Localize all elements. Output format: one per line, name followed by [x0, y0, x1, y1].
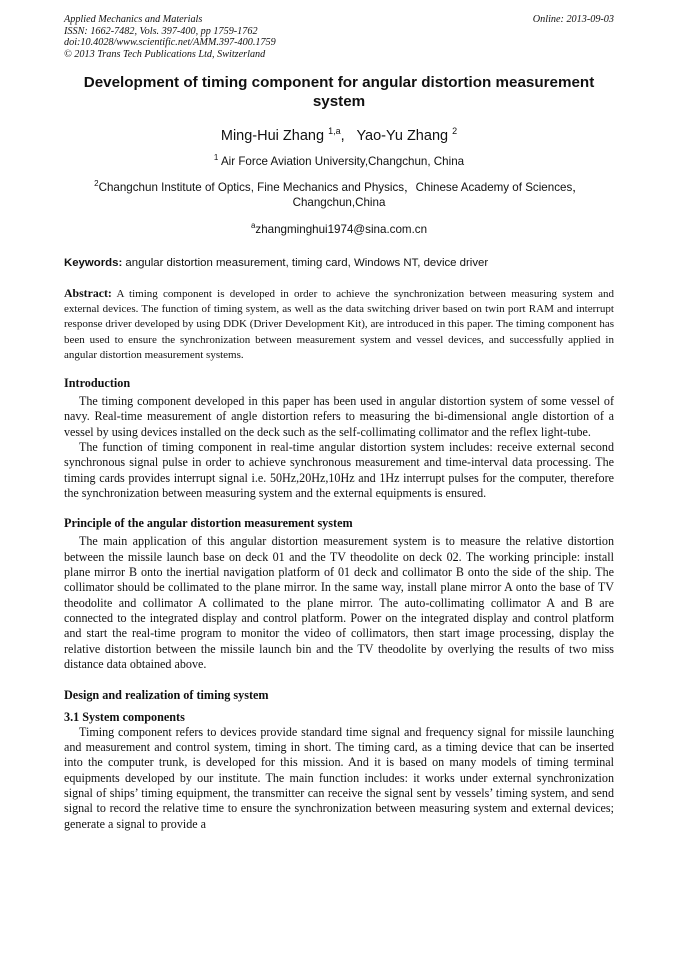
introduction-heading: Introduction: [64, 376, 131, 391]
journal-doi: doi:10.4028/www.scientific.net/AMM.397-400.1759: [64, 37, 276, 48]
introduction-paragraph-1: The timing component developed in this paper has been used in angular distortion system of some vessel of navy. Real-time measurement of angle distortion refers to measuring the bi-dimensional angle distortion of a vessel by using devices installed on the deck such as the self-collimating collimator and the reflex light-tube.: [64, 394, 614, 439]
paper-title: Development of timing component for angular distortion measurement system: [83, 74, 595, 110]
journal-copyright: © 2013 Trans Tech Publications Ltd, Switzerland: [64, 48, 266, 60]
keywords-label: Keywords:: [64, 257, 123, 269]
author-2-affiliation-mark: 2: [452, 126, 458, 136]
abstract: [64, 286, 614, 363]
affiliation-1-mark: 1: [213, 153, 219, 162]
journal-header: [64, 14, 614, 60]
email-mark: a: [250, 221, 256, 230]
journal-issn: ISSN: 1662-7482, Vols. 397-400, pp 1759-1762: [64, 25, 258, 37]
keywords-text: angular distortion measurement, timing card, Windows NT, device driver: [122, 257, 489, 269]
author-line: [64, 121, 614, 146]
introduction-paragraph-2: The function of timing component in real-time angular distortion system includes: receive external second synchronous signal pulse in order to achieve synchronous measurement and time-interval data processing. The timing cards provides interrupt signal i.e. 50Hz,20Hz,10Hz and 1Hz interrupt pulses for the computer, therefore the synchronization between measuring system and the external equipments is ensured.: [64, 440, 614, 501]
author-email: [64, 218, 614, 237]
affiliation-2-text: Changchun Institute of Optics, Fine Mechanics and Physics，Chinese Academy of Sciences，Changchun,China: [98, 181, 584, 209]
author-separator: ,: [340, 128, 357, 144]
journal-name: Applied Mechanics and Materials: [64, 14, 203, 25]
system-components-heading: 3.1 System components: [64, 709, 185, 724]
design-heading: Design and realization of timing system: [64, 687, 269, 702]
affiliation-2: [64, 176, 614, 210]
abstract-label: Abstract:: [64, 286, 112, 300]
online-date: Online: 2013-09-03: [532, 14, 614, 25]
affiliation-1: [64, 150, 614, 169]
abstract-text: A timing component is developed in order to achieve the synchronization between measuring system and external devices. The function of timing system, as well as the data switching driver based on twin port RAM and interrupt response driver developed by using DDK (Driver Development Kit), are introduced in this paper. The timing component has been used to ensure the synchronization between measurement system and vessel devices, and successfully applied in angular distortion measurement systems.: [64, 288, 614, 361]
principle-heading: Principle of the angular distortion measurement system: [64, 516, 353, 531]
author-2-name: Yao-Yu Zhang: [356, 128, 449, 144]
email-text: zhangminghui1974@sina.com.cn: [255, 223, 428, 236]
affiliation-2-mark: 2: [94, 179, 99, 188]
affiliation-1-text: Air Force Aviation University,Changchun, China: [220, 155, 465, 168]
principle-paragraph-1: The main application of this angular distortion measurement system is to measure the relative distortion between the missile launch base on deck 01 and the TV theodolite on deck 02. The working principle: install plane mirror B onto the inertial navigation platform of 01 deck and collimator B onto the side of the ship. The collimator should be collimated to the plane mirror. In the same way, install plane mirror A onto the base of TV theodolite and collimator A collimated to the plane mirror. The auto-collimating collimator A and B are connected to the integrated display and control platform. Power on the integrated display and control platform and start the real-time program to monitor the video of collimators, then start image processing, display the relative distortion between the missile launch bin and the TV theodolite by overlying the results of two miss distance data obtained above.: [64, 534, 614, 672]
author-1-affiliation-mark: 1,a: [328, 126, 341, 136]
author-1-name: Ming-Hui Zhang: [220, 128, 325, 144]
keywords-line: [64, 256, 614, 271]
design-paragraph-1: Timing component refers to devices provide standard time signal and frequency signal for missile launching and measurement and control system, timing in short. The timing card, as a timing device that can be inserted into the computer trunk, is developed for this mission. And it is based on many models of timing terminal equipments developed by our institute. The main function includes: it works under external synchronization signal of ships’ timing equipment, the transmitter can receive the signal sent by vessels’ timing system, and send signal to record the relative time to ensure the synchronization between measuring system and external devices; generate a signal to provide a: [64, 724, 614, 831]
